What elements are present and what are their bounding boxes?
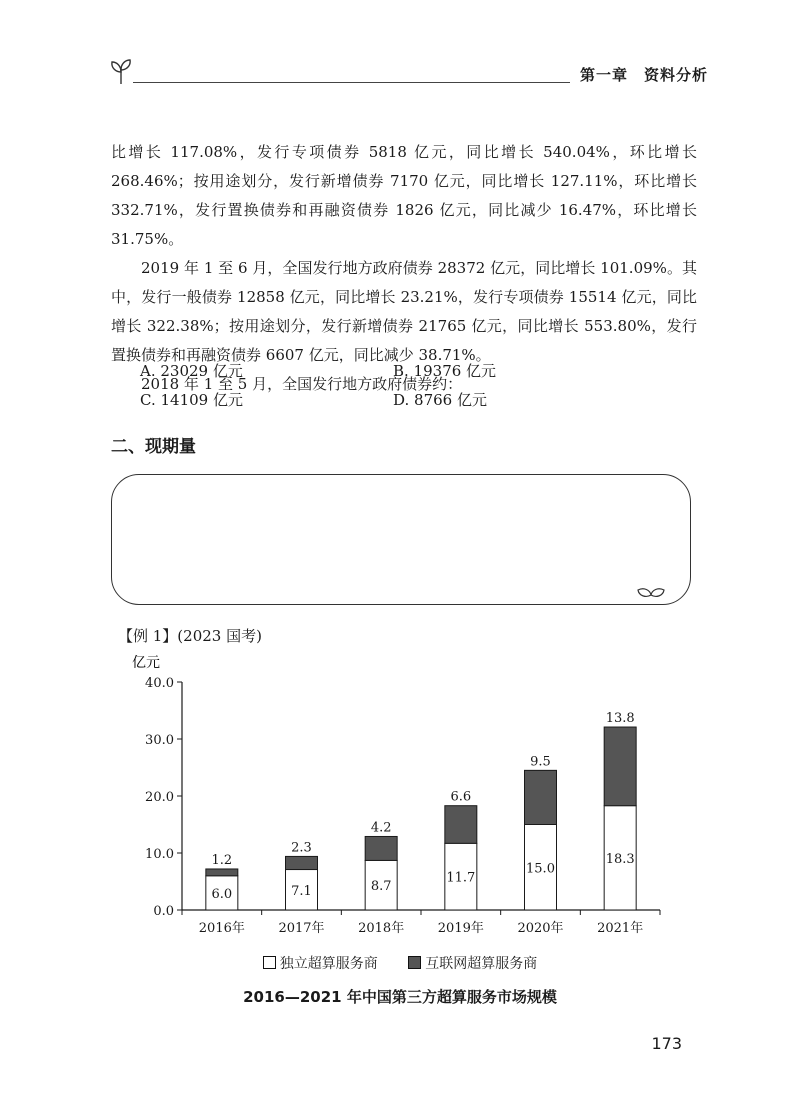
data-label-internet: 9.5 (530, 754, 551, 770)
legend-label-internet: 互联网超算服务商 (425, 956, 538, 972)
bar-internet (604, 727, 636, 806)
chart-title: 2016—2021 年中国第三方超算服务市场规模 (243, 988, 557, 1006)
bar-internet (525, 770, 557, 824)
y-tick-label: 30.0 (145, 733, 174, 748)
bar-internet (206, 869, 238, 876)
option-c: C. 14109 亿元 (140, 391, 243, 409)
section-title: 二、现期量 (111, 437, 196, 457)
data-label-internet: 13.8 (605, 711, 635, 727)
option-d: D. 8766 亿元 (393, 391, 487, 409)
x-tick-label: 2020年 (517, 921, 564, 936)
y-tick-label: 40.0 (145, 676, 174, 691)
x-tick-label: 2019年 (437, 921, 484, 936)
bar-internet (286, 856, 318, 869)
x-tick-label: 2021年 (597, 921, 644, 936)
data-label-independent: 8.7 (370, 879, 392, 895)
y-axis-label: 亿元 (132, 655, 160, 671)
data-label-internet: 6.6 (450, 789, 472, 805)
option-a: A. 23029 亿元 (140, 362, 243, 380)
paragraph-1: 比增长 117.08%，发行专项债券 5818 亿元，同比增长 540.04%，环比增长 268.46%；按用途划分，发行新增债券 7170 亿元，同比增长 127.11%，环比增长 332.71%，发行置换债券和再融资债券 1826 亿元，同比减少 16.47%，环比增长 31.75%。 (111, 143, 697, 248)
data-label-independent: 11.7 (446, 870, 476, 886)
legend-item-internet (408, 956, 537, 972)
section-label: 资料分析 (643, 66, 708, 84)
answer-options (140, 357, 680, 415)
data-label-independent: 18.3 (605, 851, 635, 867)
legend-label-independent: 独立超算服务商 (279, 956, 378, 972)
y-tick-label: 10.0 (145, 847, 174, 862)
y-tick-label: 0.0 (153, 904, 174, 919)
legend-swatch-internet (408, 956, 421, 969)
data-label-internet: 2.3 (291, 840, 312, 856)
x-tick-label: 2018年 (358, 921, 405, 936)
paragraph-2: 2019 年 1 至 6 月，全国发行地方政府债券 28372 亿元，同比增长 101.09%。其中，发行一般债券 12858 亿元，同比增长 23.21%，发行专项债券 15514 亿元，同比增长 322.38%；按用途划分，发行新增债券 21765 亿元，同比增长 553.80%，发行置换债券和再融资债券 6607 亿元，同比减少 38.71%。 (111, 259, 697, 364)
running-header (570, 64, 708, 85)
data-label-internet: 1.2 (211, 852, 233, 868)
data-label-independent: 6.0 (211, 886, 233, 902)
bar-internet (445, 806, 477, 844)
chapter-label: 第一章 (579, 66, 628, 84)
question-stem: 2018 年 1 至 5 月，全国发行地方政府债券约： (141, 375, 463, 393)
note-box (111, 474, 691, 605)
data-label-independent: 15.0 (526, 861, 555, 877)
legend-item-independent (263, 956, 378, 972)
y-tick-label: 20.0 (145, 790, 174, 805)
leaf-icon (636, 584, 666, 600)
example-label: 【例 1】(2023 国考) (118, 627, 262, 645)
legend-swatch-independent (263, 956, 276, 969)
data-label-internet: 4.2 (370, 820, 392, 836)
chart-legend (0, 953, 800, 973)
data-label-independent: 7.1 (291, 883, 312, 899)
x-tick-label: 2017年 (278, 921, 325, 936)
x-tick-label: 2016年 (198, 921, 245, 936)
bar-internet (365, 836, 397, 860)
option-b: B. 19376 亿元 (393, 362, 497, 380)
page-number: 173 (651, 1034, 682, 1053)
stacked-bar-chart (0, 645, 800, 945)
